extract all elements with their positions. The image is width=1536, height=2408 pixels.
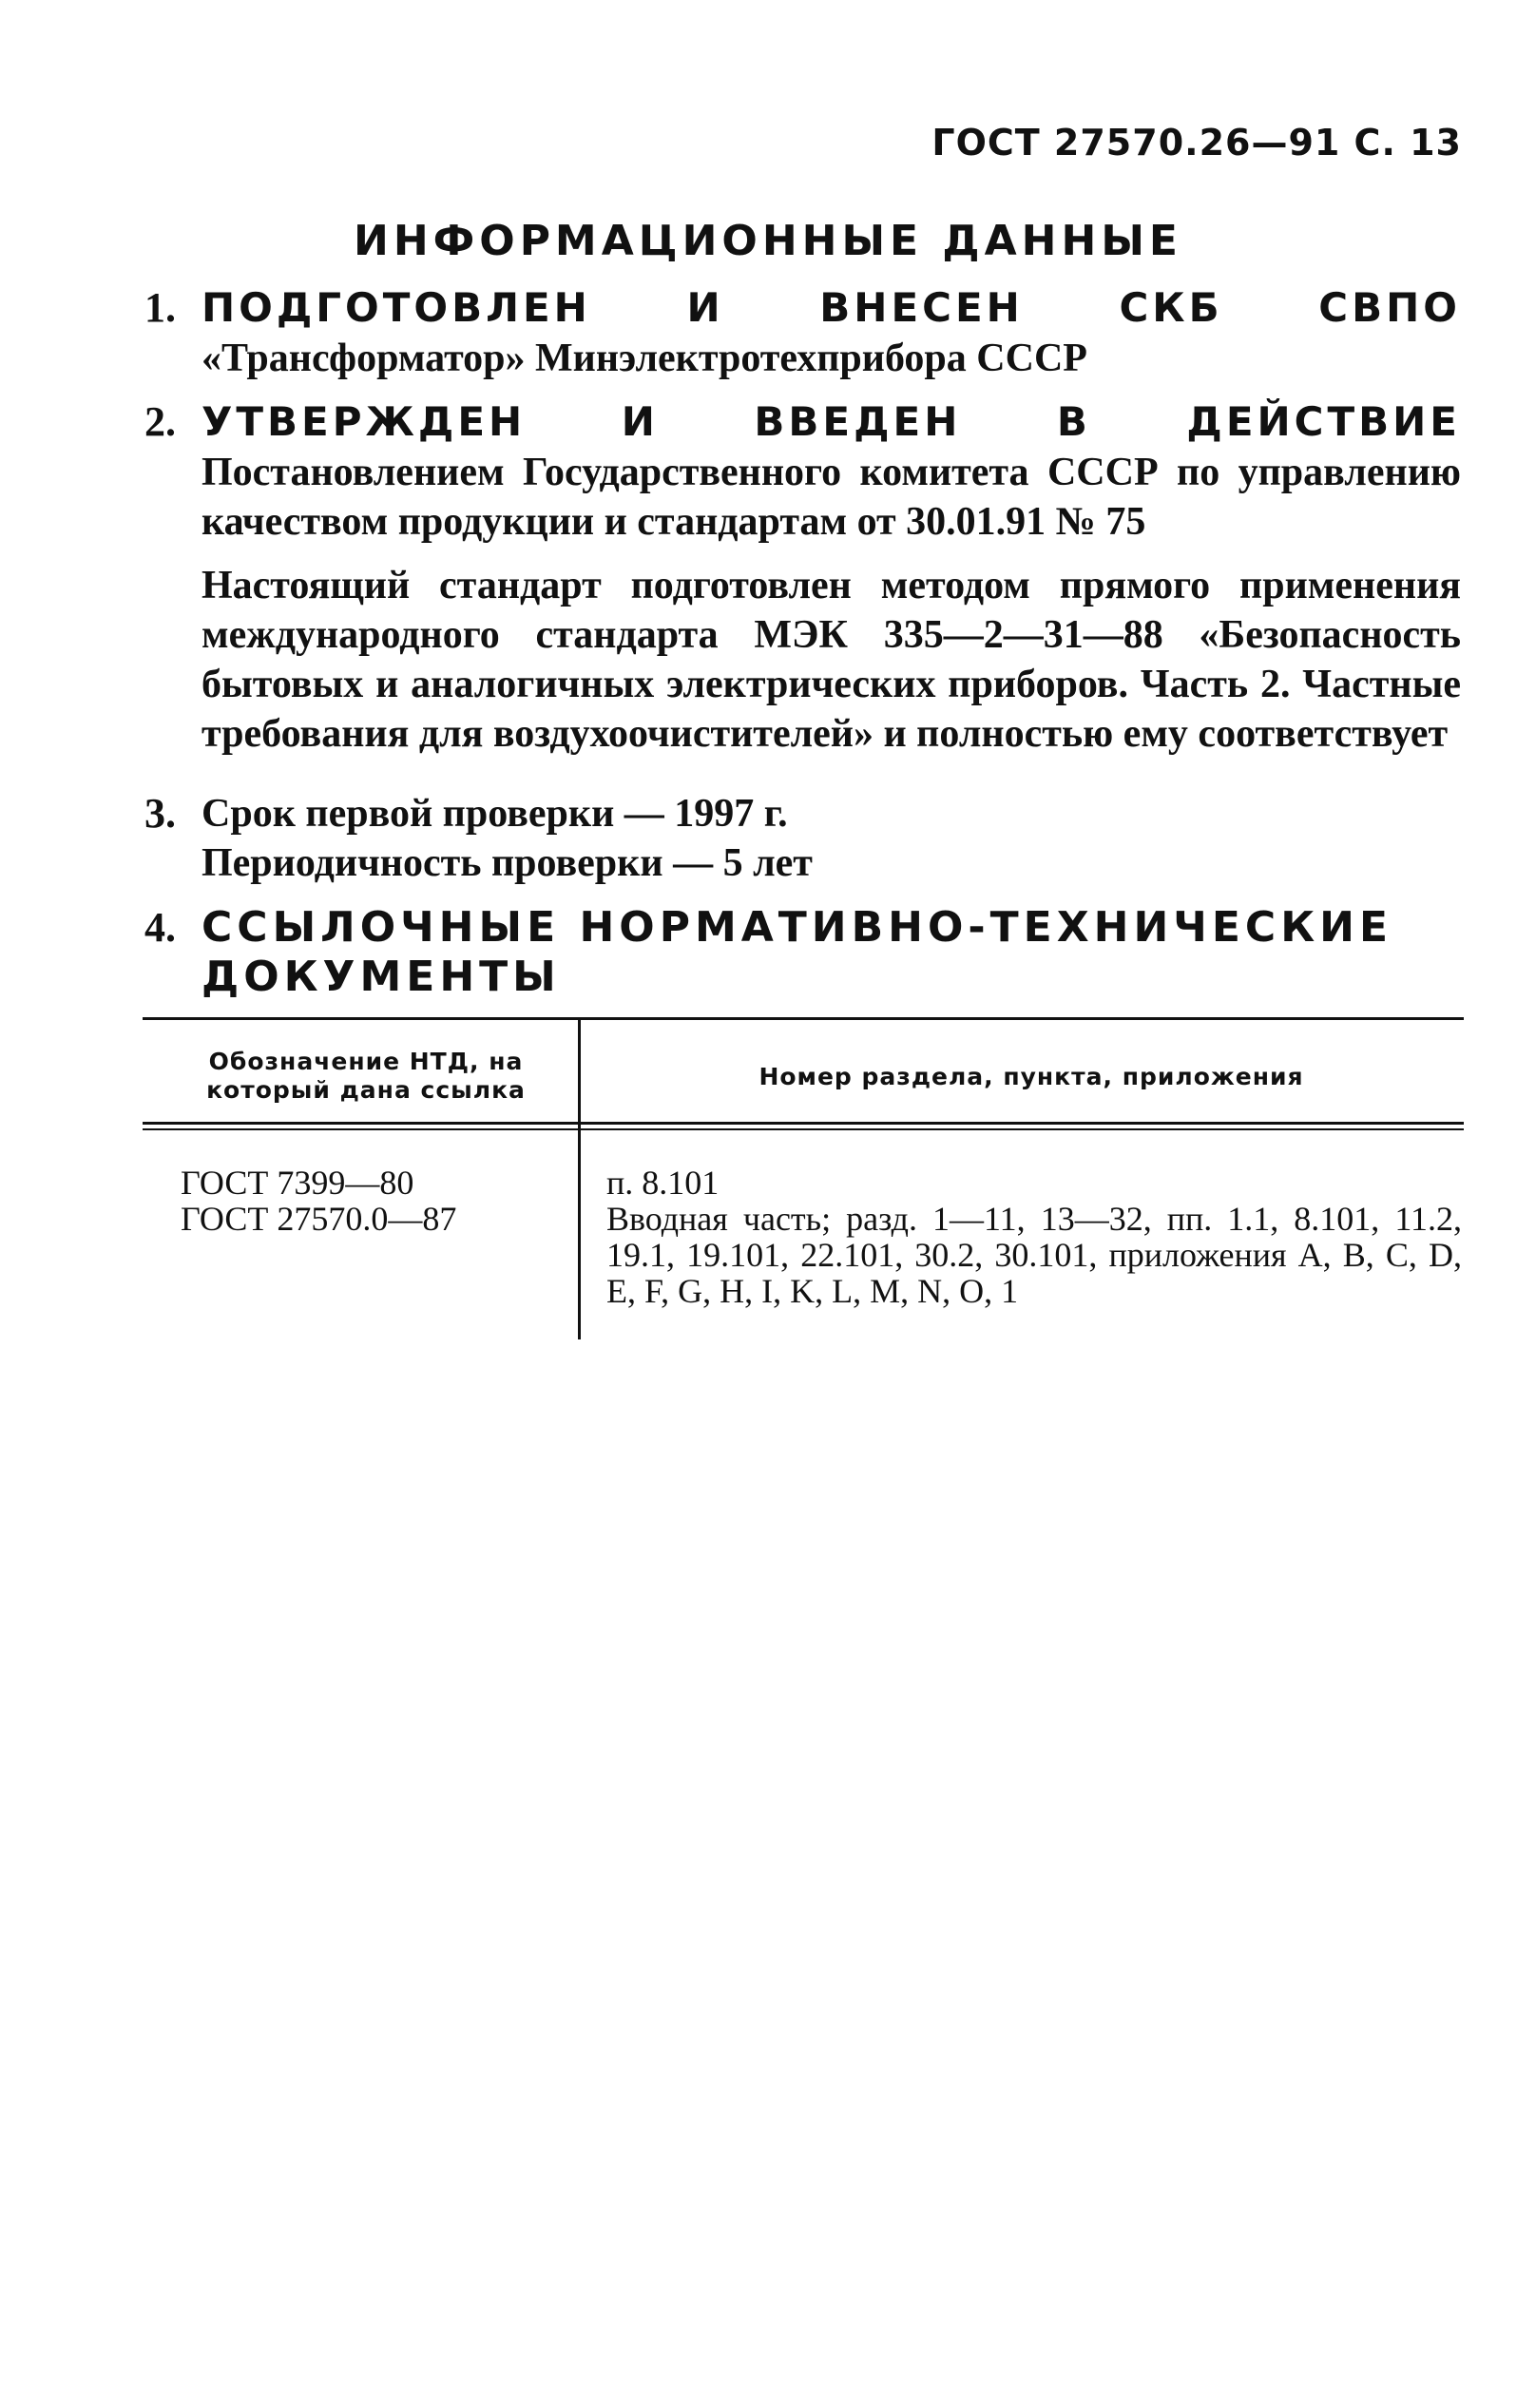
info-item-1 (144, 283, 1461, 383)
table-column-divider (578, 1020, 581, 1339)
first-check-line: Срок первой проверки — 1997 г. (202, 792, 788, 836)
page-header: ГОСТ 27570.26—91 С. 13 (931, 122, 1462, 164)
info-item-2 (144, 397, 1461, 547)
table-row-ref-1: п. 8.101 (606, 1164, 720, 1202)
item-rest: Постановлением Государственного комитета СССР по управлению качеством продукции и стандартам от 30.01.91 № 75 (202, 451, 1461, 544)
standard-paragraph: Настоящий стандарт подготовлен методом прямого применения международного стандарта МЭК 335—2—31—88 «Безопасность бытовых и аналогичных электрических приборов. Часть 2. Частные требования для воздухоочистителей» и полностью ему соответствует (202, 564, 1461, 756)
item-text (202, 789, 1461, 888)
item-caps: УТВЕРЖДЕН И ВВЕДЕН В ДЕЙСТВИЕ (202, 398, 1461, 445)
table-row-doc-2: ГОСТ 27570.0—87 (181, 1200, 457, 1238)
table-top-rule (143, 1017, 1464, 1020)
item-text (202, 397, 1461, 547)
table-header-col1: Обозначение НТД, на который дана ссылка (206, 1048, 526, 1104)
item-heading: ССЫЛОЧНЫЕ НОРМАТИВНО-ТЕХНИЧЕСКИЕ ДОКУМЕНТЫ (202, 903, 1393, 1001)
item-number: 1. (144, 284, 176, 331)
table-row-ref-2: Вводная часть; разд. 1—11, 13—32, пп. 1.1, 8.101, 11.2, 19.1, 19.101, 22.101, 30.2, 30.101, приложения A, B, C, D, E, F, G, H, I, K, L, M, N, O, 1 (606, 1200, 1462, 1310)
table-header-col2: Номер раздела, пункта, приложения (758, 1063, 1304, 1090)
item-number: 3. (144, 790, 176, 837)
info-item-4 (144, 903, 1466, 1002)
info-item-3 (144, 789, 1461, 888)
item-text (202, 283, 1461, 383)
table-header-rule (143, 1122, 1464, 1125)
item-number: 4. (144, 904, 176, 951)
item-caps: ПОДГОТОВЛЕН И ВНЕСЕН СКБ СВПО (202, 284, 1461, 331)
check-period-line: Периодичность проверки — 5 лет (202, 841, 813, 885)
item-number: 2. (144, 398, 176, 445)
table-row-doc-1: ГОСТ 7399—80 (181, 1164, 414, 1202)
item-rest: «Трансформатор» Минэлектротехприбора СССР (202, 337, 1087, 380)
table-header-rule-double (143, 1128, 1464, 1130)
page-title: ИНФОРМАЦИОННЫЕ ДАННЫЕ (354, 217, 1182, 265)
